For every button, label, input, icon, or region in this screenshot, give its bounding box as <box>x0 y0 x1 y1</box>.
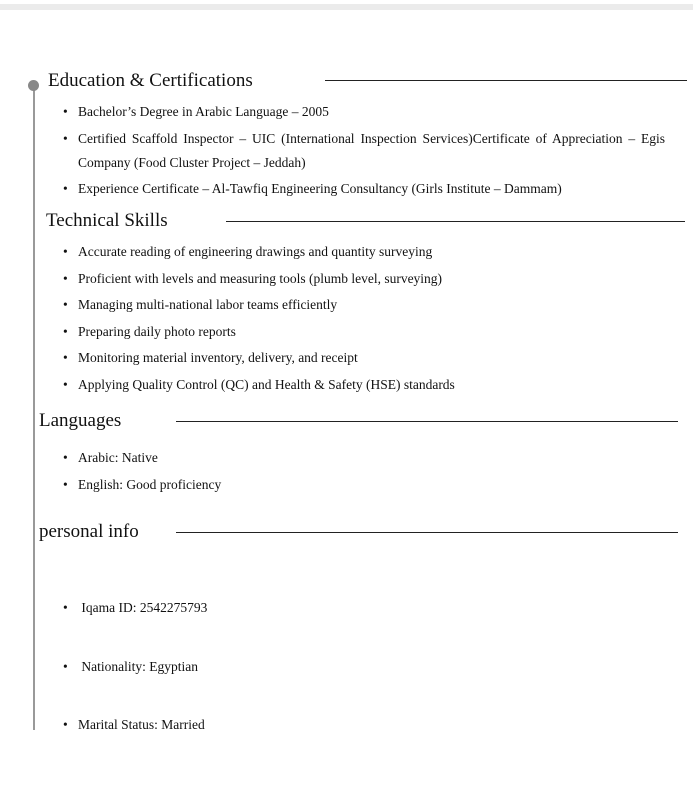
languages-heading: Languages <box>39 410 122 431</box>
top-bar <box>0 4 693 10</box>
list-item: • English: Good proficiency <box>60 473 660 497</box>
personal-info-heading: personal info <box>39 521 139 542</box>
list-item: • Marital Status: Married <box>60 713 660 737</box>
languages-list <box>60 446 660 499</box>
personal-info-list <box>60 564 660 756</box>
list-item: • Experience Certificate – Al-Tawfiq Engineering Consultancy (Girls Institute – Dammam) <box>60 177 665 201</box>
education-list <box>60 100 665 204</box>
list-item: • Nationality: Egyptian <box>60 655 660 679</box>
skills-heading: Technical Skills <box>46 210 168 231</box>
skills-list <box>60 240 670 399</box>
divider <box>176 421 678 422</box>
timeline-line <box>33 88 35 730</box>
timeline-dot <box>28 80 39 91</box>
list-item: • Iqama ID: 2542275793 <box>60 596 660 620</box>
list-item: • Bachelor’s Degree in Arabic Language – 2005 <box>60 100 665 124</box>
list-item: • Applying Quality Control (QC) and Health & Safety (HSE) standards <box>60 373 670 397</box>
list-item: • Certified Scaffold Inspector – UIC (International Inspection Services)Certificate of Appreciation – Egis Company (Food Cluster Project – Jeddah) <box>60 127 665 175</box>
divider <box>226 221 685 222</box>
list-item: • Preparing daily photo reports <box>60 320 670 344</box>
list-item: • Accurate reading of engineering drawings and quantity surveying <box>60 240 670 264</box>
divider <box>325 80 687 81</box>
education-heading: Education & Certifications <box>48 70 253 91</box>
list-item: • Arabic: Native <box>60 446 660 470</box>
list-item: • Monitoring material inventory, delivery, and receipt <box>60 346 670 370</box>
divider <box>176 532 678 533</box>
list-item: • Managing multi-national labor teams efficiently <box>60 293 670 317</box>
list-item: • Proficient with levels and measuring tools (plumb level, surveying) <box>60 267 670 291</box>
